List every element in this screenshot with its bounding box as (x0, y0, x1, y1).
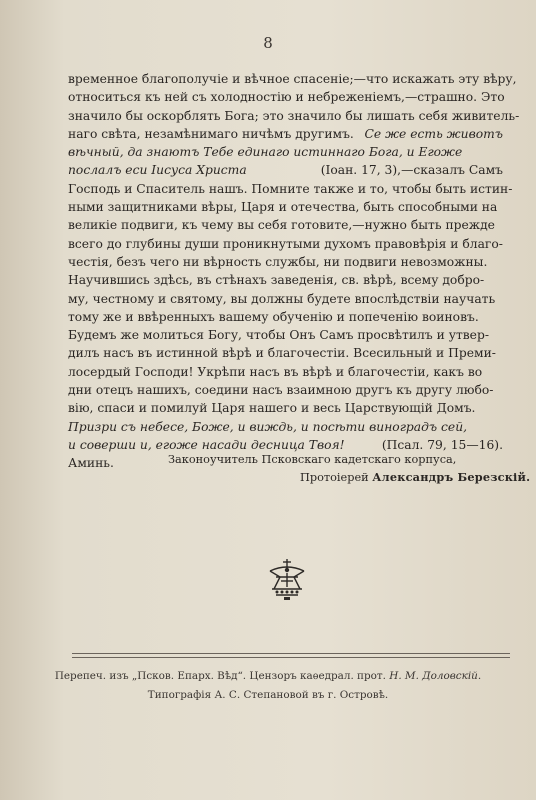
text-line (68, 88, 503, 106)
text-line (68, 143, 503, 161)
text-segment: значило бы оскорблять Бога; это значило бы лишать себя живитель- (68, 108, 520, 123)
text-segment: относиться къ ней съ холодностію и небреженіемъ,—страшно. Это (68, 90, 505, 105)
italic-quote: и соверши и, егоже насади десница Твоя! (68, 437, 345, 452)
text-line (68, 418, 503, 436)
text-line (68, 363, 503, 381)
italic-quote: вѣчный, да знаютъ Тебе единаго истиннаго Бога, и Егоже (68, 145, 463, 160)
text-segment: Научившись здѣсь, въ стѣнахъ заведенія, св. вѣрѣ, всему добро- (68, 273, 485, 288)
text-segment: великіе подвиги, къ чему вы себя готовите,—нужно быть прежде (68, 218, 495, 233)
text-line (68, 198, 503, 216)
footer-printer: Типографія А. С. Степановой въ г. Островѣ. (147, 689, 389, 701)
text-line (68, 326, 503, 344)
text-segment: дни отецъ нашихъ, соедини насъ взаимною другъ къ другу любо- (68, 383, 494, 398)
text-segment: (Іоан. 17, 3),—сказалъ Самъ (320, 163, 503, 178)
text-segment: временное благополучіе и вѣчное спасеніе;—что искажать эту вѣру, (68, 72, 517, 86)
footer-censor: Н. М. Доловскій. (389, 670, 482, 682)
text-line (68, 308, 503, 326)
text-segment: му, честному и святому, вы должны будете впослѣдствіи научать (68, 291, 496, 306)
signature-title: Протоіерей (300, 471, 369, 484)
text-segment: наго свѣта, незамѣнимаго ничѣмъ другимъ. (68, 126, 354, 141)
italic-quote: Призри съ небесе, Боже, и виждь, и посѣти виноградъ сей, (68, 419, 468, 434)
text-segment: вію, спаси и помилуй Царя нашего и весь Царствующій Домъ. (68, 401, 476, 416)
italic-quote: Се же есть животъ (364, 126, 503, 141)
text-segment: честія, безъ чего ни вѣрность службы, ни подвиги невозможны. (68, 254, 488, 269)
text-line (68, 107, 520, 125)
text-line (68, 344, 503, 362)
italic-quote: послалъ еси Іисуса Христа (68, 163, 247, 178)
text-segment: ными защитниками вѣры, Царя и отечества, быть способными на (68, 200, 498, 215)
text-line (68, 70, 517, 88)
text-line (68, 216, 503, 234)
signature-role: Законоучитель Псковскаго кадетскаго корпуса, (168, 453, 457, 466)
footer-rule (72, 657, 510, 658)
text-segment: лосердый Господи! Укрѣпи насъ въ вѣрѣ и благочестіи, какъ во (68, 364, 483, 379)
text-segment: Господь и Спаситель нашъ. Помните также и то, чтобы быть истин- (68, 181, 513, 196)
footer-reprint-source: Перепеч. изъ „Псков. Епарх. Вѣд“. Цензоръ каѳедрал. прот. (54, 670, 386, 682)
text-line (68, 180, 513, 198)
text-line (68, 161, 503, 179)
text-segment: (Псал. 79, 15—16). (381, 437, 503, 452)
signature-name: Александръ Березскій. (372, 470, 531, 484)
text-segment: Аминь. (68, 456, 114, 471)
text-segment: тому же и ввѣренныхъ вашему обученію и попеченію воиновъ. (68, 309, 479, 324)
text-line (68, 271, 503, 289)
text-line (68, 235, 503, 253)
page-number: 8 (263, 34, 273, 52)
text-line (68, 290, 503, 308)
text-segment: Будемъ же молиться Богу, чтобы Онъ Самъ просвѣтилъ и утвер- (68, 328, 489, 343)
text-line (68, 253, 503, 271)
text-segment: всего до глубины души проникнутыми духомъ правовѣрія и благо- (68, 236, 503, 251)
ornament-icon (262, 555, 312, 605)
footer-reprint-note (0, 670, 536, 682)
text-line (68, 399, 503, 417)
text-line (68, 125, 503, 143)
text-segment: дилъ насъ въ истинной вѣрѣ и благочестіи. Всесильный и Преми- (68, 346, 496, 361)
text-line (68, 436, 503, 454)
text-line (68, 381, 503, 399)
footer-rule (72, 653, 510, 654)
body-text (68, 70, 520, 473)
